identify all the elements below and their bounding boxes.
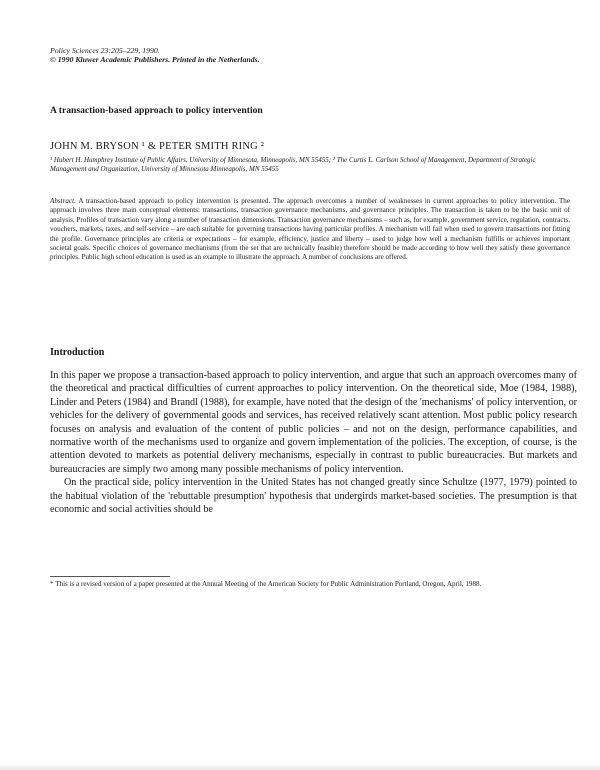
abstract-text: A transaction-based approach to policy intervention is presented. The approach overcomes a number of weaknesses in current approaches to policy intervention. The approach involves three main conceptual elements: transactions, transaction governance mechanisms, and governance principles. The transaction is taken to be the basic unit of analysis. Profiles of transaction vary along a number of transaction dimensions. Transaction governance mechanisms – such as, for example, government service, regulation, contracts, vouchers, markets, taxes, and self-service – are each suitable for governing transactions having particular profiles. A mechanism will fail when used to govern transactions not fitting the profile. Governance principles are criteria or expectations – for example, efficiency, justice and liberty – used to judge how well a mechanism fulfills or achieves important societal goals. Specific choices of governance mechanisms (from the set that are technically feasible) therefore should be made according to how well they satisfy these governance principles. Public high school education is used as an example to illustrate the approach. A number of conclusions are offered. xyxy=(50,197,570,262)
page-bottom-shadow xyxy=(0,764,600,770)
paragraph: In this paper we propose a transaction-based approach to policy intervention, and argue that such an approach overcomes many of the theoretical and practical difficulties of current approaches to policy intervention. On the theoretical side, Moe (1984, 1988), Linder and Peters (1984) and Brandl (1988), for example, have noted that the design of the 'mechanisms' of policy intervention, or vehicles for the delivery of governmental goods and services, has received relatively scant attention. Most public policy research focuses on analysis and evaluation of the content of public policies – and not on the design, performance capabilities, and normative worth of the mechanisms used to organize and govern implementation of the policies. The exception, of course, is the attention devoted to markets as potential delivery mechanisms, especially in contrast to public bureaucracies. But markets and bureaucracies are simply two among many possible mechanisms of policy intervention. xyxy=(50,370,577,475)
journal-citation-line: Policy Sciences 23:205–229, 1990. xyxy=(50,46,160,55)
paragraph: On the practical side, policy intervention in the United States has not changed greatly since Schultze (1977, 1979) pointed to the habitual violation of the 'rebuttable presumption' hypothesis that undergirds market-based societies. The presumption is that economic and social activities should be xyxy=(50,477,577,516)
authors: JOHN M. BRYSON ¹ & PETER SMITH RING ² xyxy=(50,141,265,152)
footnote: * This is a revised version of a paper presented at the Annual Meeting of the American Society for Public Administration Portland, Oregon, April, 1988. xyxy=(50,580,482,588)
paper-title: A transaction-based approach to policy intervention xyxy=(50,105,263,116)
copyright-line: © 1990 Kluwer Academic Publishers. Printed in the Netherlands. xyxy=(50,55,260,64)
body-text xyxy=(50,369,577,516)
section-heading-introduction: Introduction xyxy=(50,347,105,358)
journal-citation xyxy=(50,46,260,64)
abstract xyxy=(50,197,570,263)
footnote-rule xyxy=(50,576,170,577)
author-affiliations: ¹ Hubert H. Humphrey Institute of Public Affairs, University of Minnesota, Minneapolis, MN 55455; ² The Curtis L. Carlson School of Management, Department of Strategic Management and Organization, University of Minnesota Minneapolis, MN 55455 xyxy=(50,156,536,173)
abstract-label: Abstract. xyxy=(50,197,76,205)
